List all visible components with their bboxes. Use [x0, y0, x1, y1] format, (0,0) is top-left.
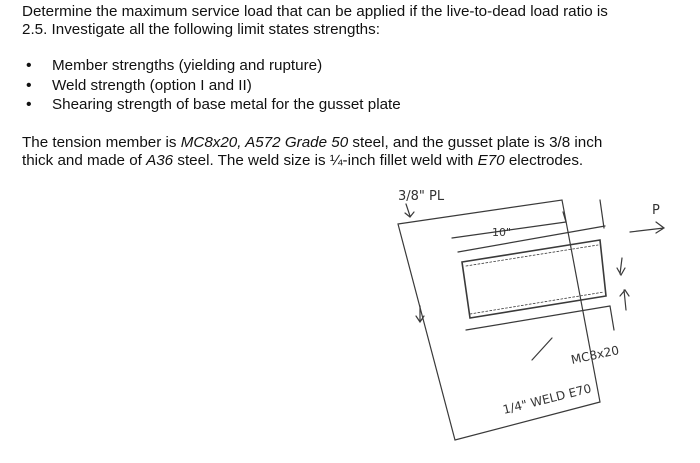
- list-item: • Shearing strength of base metal for the gusset plate: [22, 95, 401, 115]
- length-label: 10": [492, 226, 512, 239]
- desc-text: steel, and the gusset plate is 3/8 inch: [348, 134, 603, 151]
- load-label: P: [652, 203, 660, 218]
- channel-flange-top: [458, 226, 605, 252]
- problem-line-1: Determine the maximum service load that can be applied if the live-to-dead load ratio is: [22, 3, 608, 20]
- desc-text: steel. The weld size is ¼-inch fillet weld with: [173, 152, 478, 169]
- channel-web: [462, 240, 606, 318]
- channel-flange-bottom: [466, 306, 610, 330]
- load-arrow: [630, 222, 664, 233]
- list-item: • Weld strength (option I and II): [22, 76, 401, 96]
- plate-label: 3/8" PL: [398, 189, 445, 204]
- plate-steel-grade: A36: [146, 152, 174, 169]
- desc-text: thick and made of: [22, 152, 147, 169]
- member-label: MC8x20: [569, 343, 621, 367]
- list-item: • Member strengths (yielding and rupture): [22, 56, 401, 76]
- problem-line-2: 2.5. Investigate all the following limit states strengths:: [22, 21, 380, 38]
- section-cut-mark: [617, 258, 625, 275]
- member-leader: [532, 338, 552, 360]
- electrode-type: E70: [477, 152, 505, 169]
- desc-text: electrodes.: [504, 152, 584, 169]
- desc-text: The tension member is: [22, 134, 181, 151]
- section-designation: MC8x20, A572 Grade 50: [180, 134, 349, 151]
- weld-label: 1/4" WELD E70: [501, 381, 593, 417]
